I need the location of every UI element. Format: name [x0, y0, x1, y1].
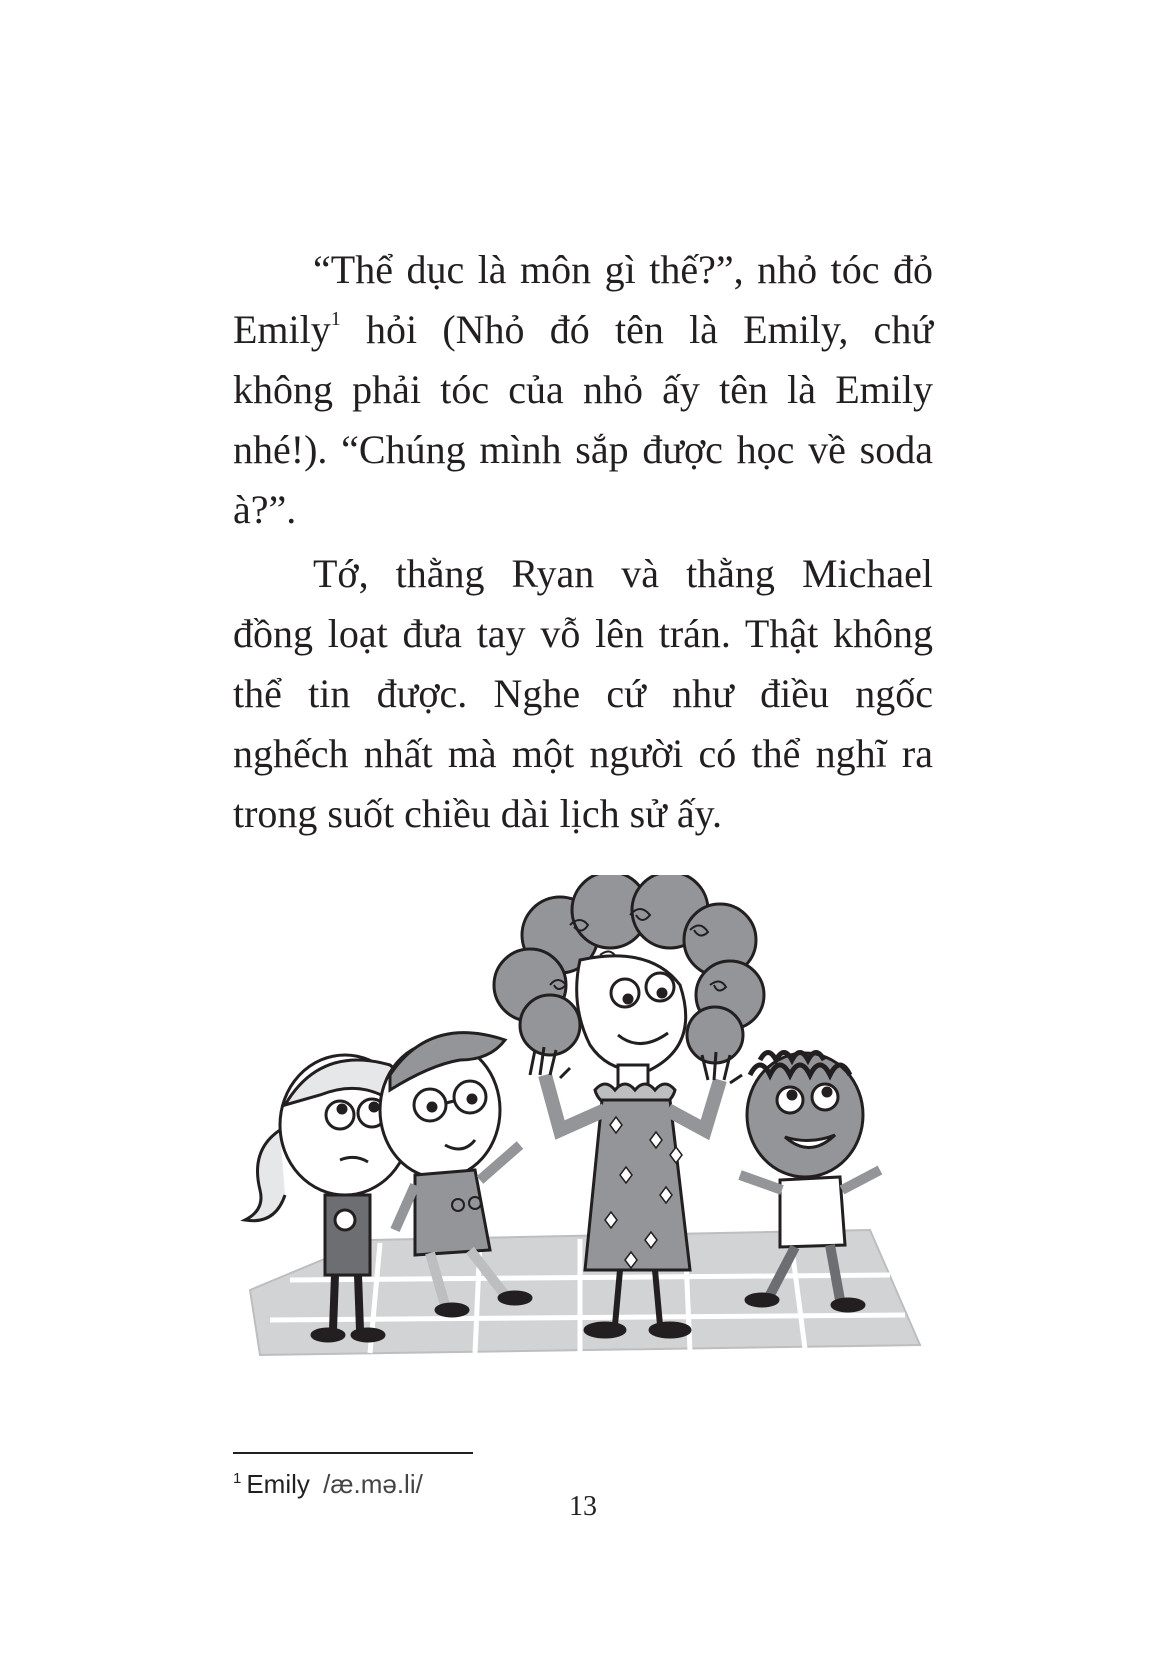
footnote-divider	[233, 1452, 473, 1454]
footnote-pronunciation: /æ.mə.li/	[323, 1469, 423, 1499]
footnote-term: Emily	[246, 1469, 310, 1499]
paragraph-1-text-end: hỏi (Nhỏ đó tên là Emily, chứ không phải tóc của nhỏ ấy tên là Emily nhé!). “Chúng mình sắp được học về soda à?”.	[233, 307, 933, 532]
paragraph-1-text-start: “Thể dục là môn gì thế?”, nhỏ tóc đỏ Emily	[233, 247, 933, 352]
paragraph-1	[233, 240, 933, 540]
footnote-mark: 1	[233, 1470, 242, 1487]
paragraph-2: Tớ, thằng Ryan và thằng Michael đồng loạt đưa tay vỗ lên trán. Thật không thể tin được. Nghe cứ như điều ngốc nghếch nhất mà một người có thể nghĩ ra trong suốt chiều dài lịch sử ấy.	[233, 551, 933, 836]
footnote-reference: 1	[330, 308, 341, 330]
body-text	[233, 240, 933, 844]
page-number: 13	[569, 1491, 597, 1522]
classroom-illustration	[230, 875, 930, 1435]
